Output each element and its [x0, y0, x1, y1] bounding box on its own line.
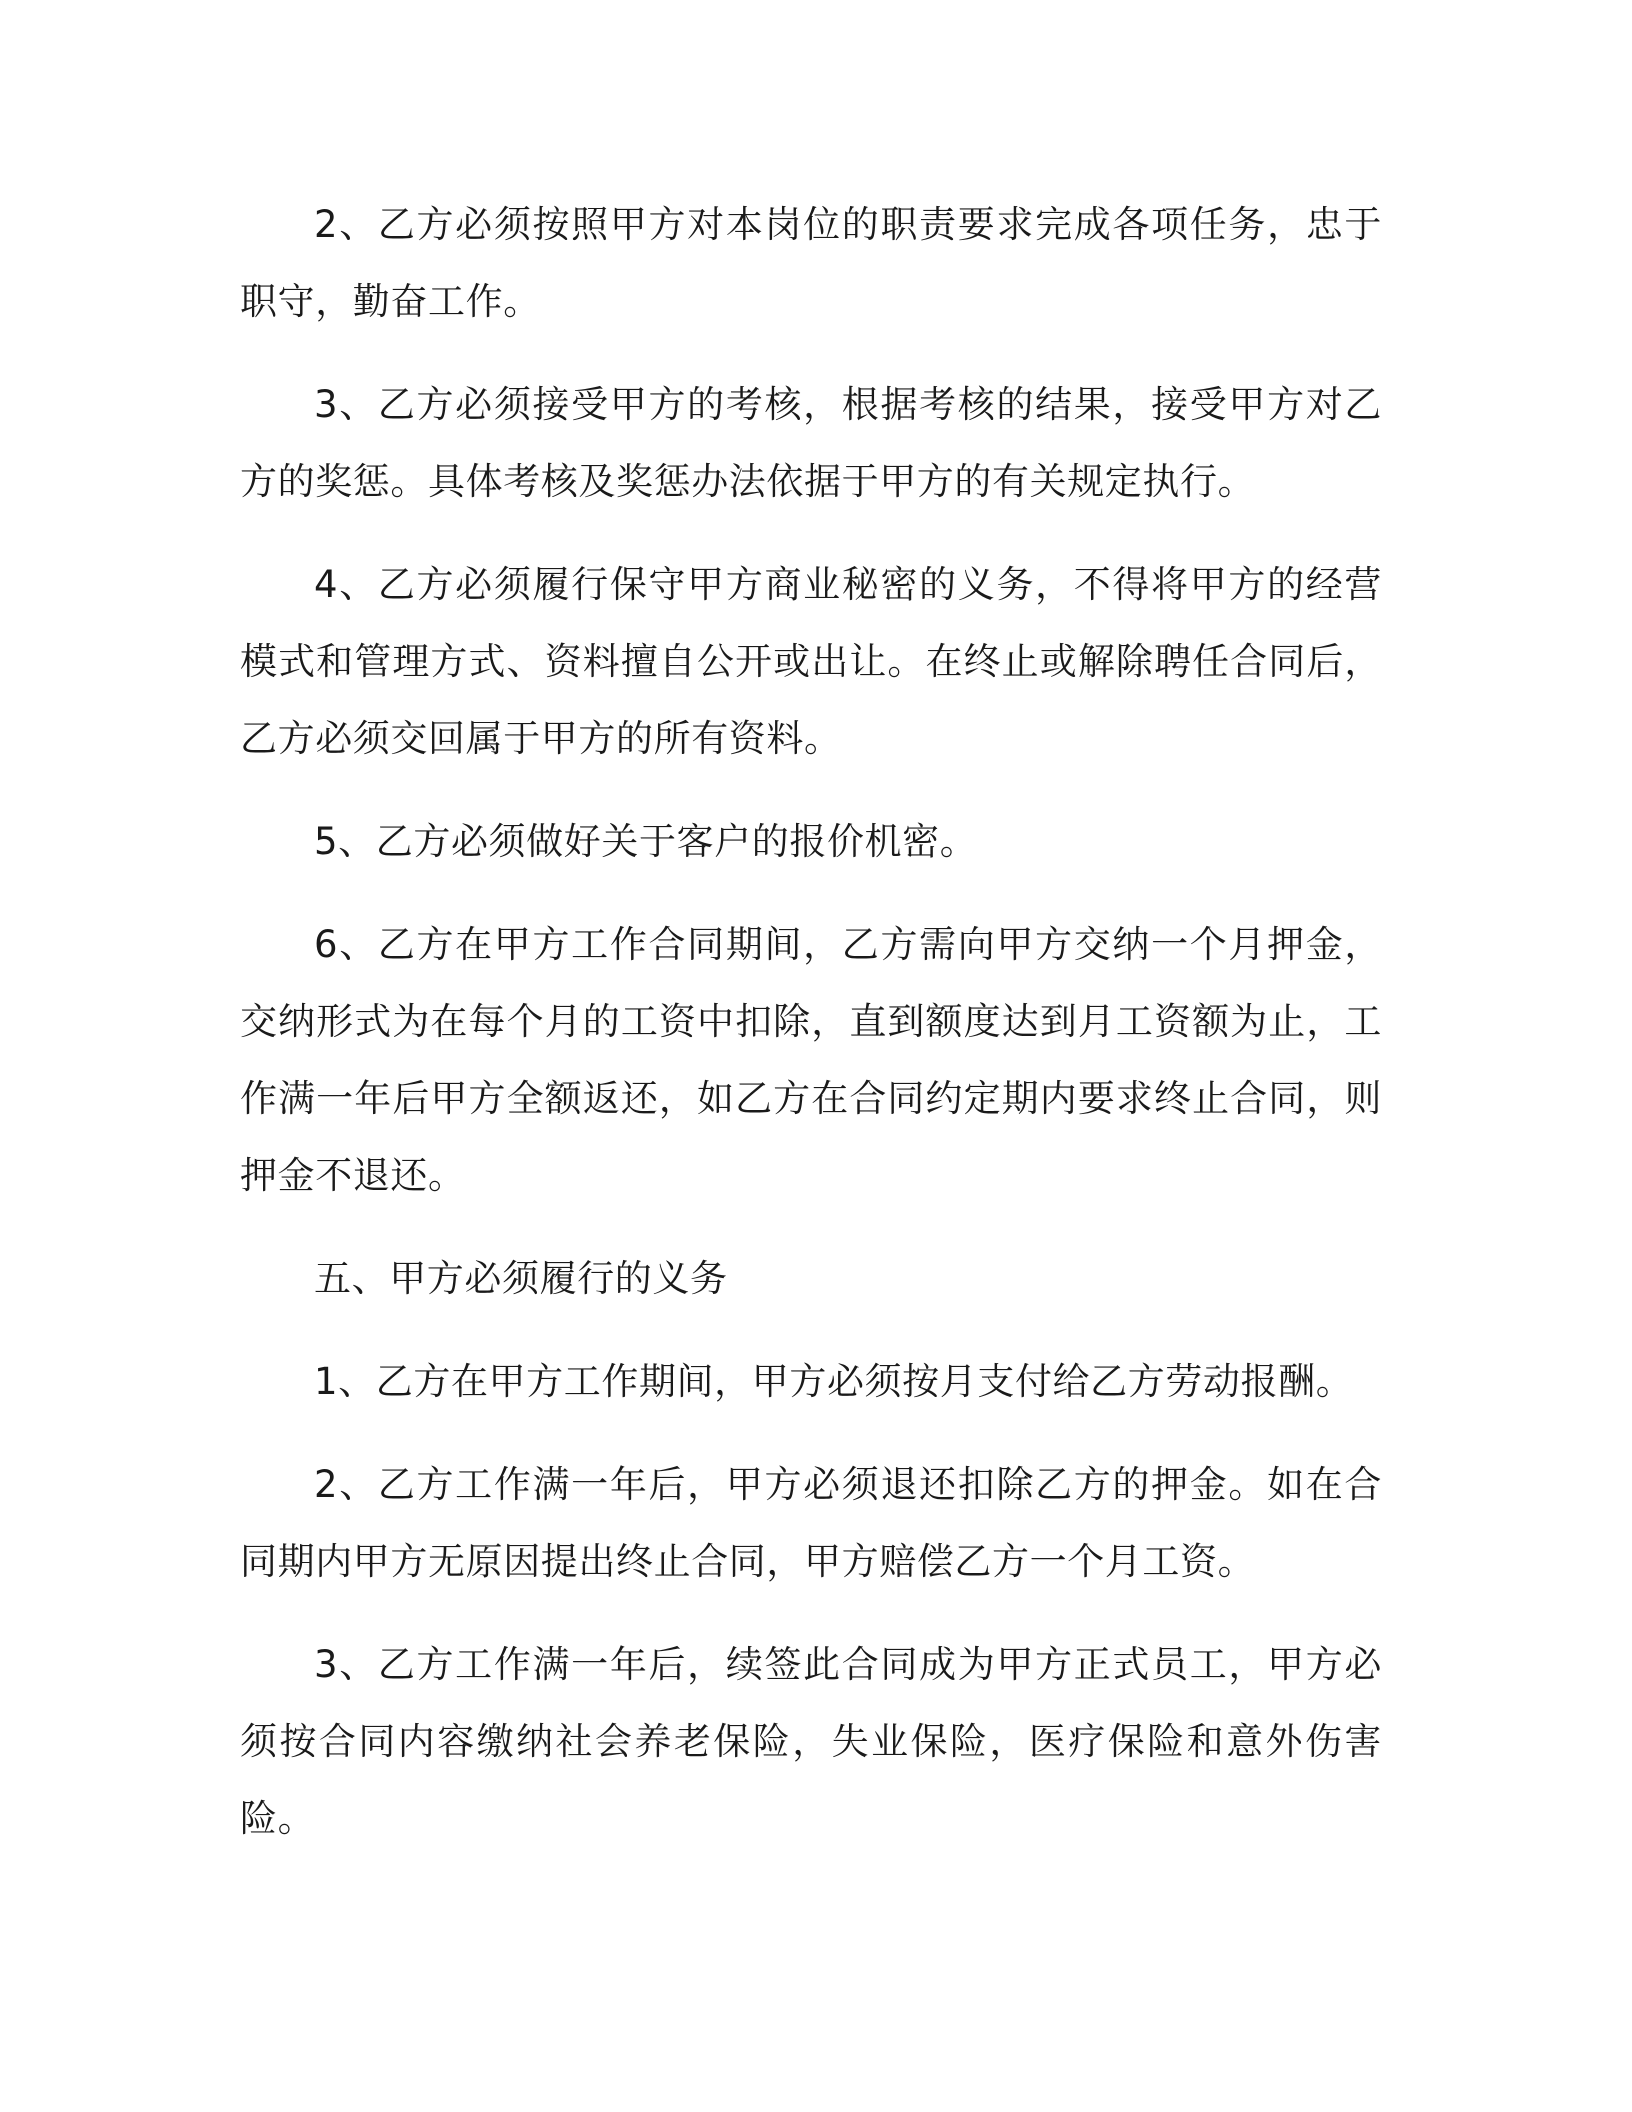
section-heading-party-a-obligations: 五、甲方必须履行的义务: [314, 1257, 728, 1300]
clause-3-assessment: 3、乙方必须接受甲方的考核，根据考核的结果，接受甲方对乙方的奖惩。具体考核及奖惩办法依据于甲方的有关规定执行。: [240, 383, 1382, 503]
clause-a2-deposit-refund: 2、乙方工作满一年后，甲方必须退还扣除乙方的押金。如在合同期内甲方无原因提出终止合同，甲方赔偿乙方一个月工资。: [240, 1463, 1382, 1583]
clause-4-confidentiality: 4、乙方必须履行保守甲方商业秘密的义务，不得将甲方的经营模式和管理方式、资料擅自公开或出让。在终止或解除聘任合同后，乙方必须交回属于甲方的所有资料。: [240, 563, 1382, 760]
clause-a3-insurance: 3、乙方工作满一年后，续签此合同成为甲方正式员工，甲方必须按合同内容缴纳社会养老保险，失业保险，医疗保险和意外伤害险。: [240, 1643, 1382, 1840]
clause-5-quote-secrecy: 5、乙方必须做好关于客户的报价机密。: [314, 820, 978, 863]
document-body: [240, 186, 1382, 1883]
clause-2-duties: 2、乙方必须按照甲方对本岗位的职责要求完成各项任务，忠于职守，勤奋工作。: [240, 203, 1382, 323]
clause-6-deposit: 6、乙方在甲方工作合同期间，乙方需向甲方交纳一个月押金，交纳形式为在每个月的工资中扣除，直到额度达到月工资额为止，工作满一年后甲方全额返还，如乙方在合同约定期内要求终止合同，则押金不退还。: [240, 923, 1382, 1197]
clause-a1-payment: 1、乙方在甲方工作期间，甲方必须按月支付给乙方劳动报酬。: [314, 1360, 1354, 1403]
